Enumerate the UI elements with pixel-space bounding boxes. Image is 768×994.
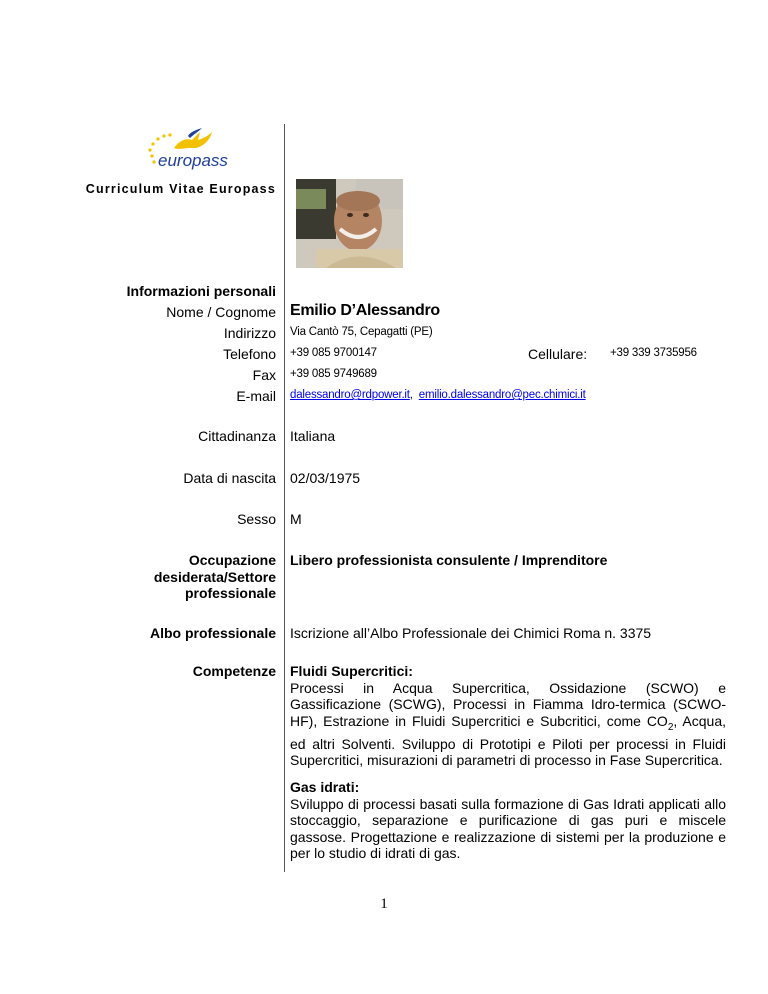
name-label: Nome / Cognome <box>166 304 276 320</box>
svg-text:europass: europass <box>158 151 228 170</box>
supercritical-text-b: , Acqua, ed altri Solventi. Sviluppo di Prototipi e Piloti per processi in Fluidi Supercritici, misurazioni di parametri di processo in Fase Supercritica. <box>290 712 726 769</box>
fax-label: Fax <box>252 367 276 383</box>
competenze-supercritical <box>290 663 726 769</box>
mobile-value: +39 339 3735956 <box>610 347 697 359</box>
sex-value: M <box>290 511 302 527</box>
birth-label: Data di nascita <box>183 470 276 486</box>
supercritical-text-a: Processi in Acqua Supercritica, Ossidazione (SCWO) e Gassificazione (SCWG), Processi in Fiamma Idro-termica (SCWO-HF), Estrazione in Fluidi Supercritici e Subcritici, come CO <box>290 679 726 729</box>
gas-hydrates-title: Gas idrati: <box>290 779 360 795</box>
citizenship-value: Italiana <box>290 428 336 444</box>
mobile-label: Cellulare: <box>528 346 588 362</box>
occupation-label-line2: desiderata/Settore <box>153 568 276 585</box>
co2-subscript: 2 <box>667 721 674 733</box>
section-personal-info: Informazioni personali <box>126 283 276 299</box>
competenze-label: Competenze <box>192 663 276 679</box>
phone-value: +39 085 9700147 <box>290 347 377 359</box>
albo-value: Iscrizione all’Albo Professionale dei Chimici Roma n. 3375 <box>290 625 652 641</box>
occupation-label-line1: Occupazione <box>188 552 276 568</box>
competenze-gas-hydrates <box>290 779 726 862</box>
birth-value: 02/03/1975 <box>290 470 361 486</box>
occupation-value: Libero professionista consulente / Imprenditore <box>290 552 608 568</box>
citizenship-label: Cittadinanza <box>198 428 276 444</box>
address-value: Via Cantò 75, Cepagatti (PE) <box>290 326 433 338</box>
email-link-pec[interactable]: emilio.dalessandro@pec.chimici.it <box>418 389 586 401</box>
europass-logo <box>144 126 244 170</box>
full-name: Emilio D’Alessandro <box>290 302 440 319</box>
occupation-label <box>0 552 276 602</box>
occupation-label-line3: professionale <box>184 585 276 601</box>
fax-value: +39 085 9749689 <box>290 368 377 380</box>
page-number: 1 <box>380 896 388 912</box>
cv-title: Curriculum Vitae Europass <box>85 182 276 196</box>
column-divider <box>284 124 285 872</box>
email-label: E-mail <box>236 388 276 404</box>
albo-label: Albo professionale <box>149 625 276 641</box>
email-values <box>290 389 586 401</box>
gas-hydrates-text: Sviluppo di processi basati sulla formazione di Gas Idrati applicati allo stoccaggio, separazione e purificazione di gas puri e miscele gassose. Progettazione e realizzazione di sistemi per la produzione e per lo studio di idrati di gas. <box>290 795 726 861</box>
sex-label: Sesso <box>237 511 276 527</box>
address-label: Indirizzo <box>223 325 276 341</box>
phone-label: Telefono <box>223 346 276 362</box>
supercritical-title: Fluidi Supercritici: <box>290 663 413 679</box>
email-link-primary[interactable]: dalessandro@rdpower.it <box>290 389 410 401</box>
email-separator: , <box>409 389 413 401</box>
profile-photo <box>296 179 403 268</box>
